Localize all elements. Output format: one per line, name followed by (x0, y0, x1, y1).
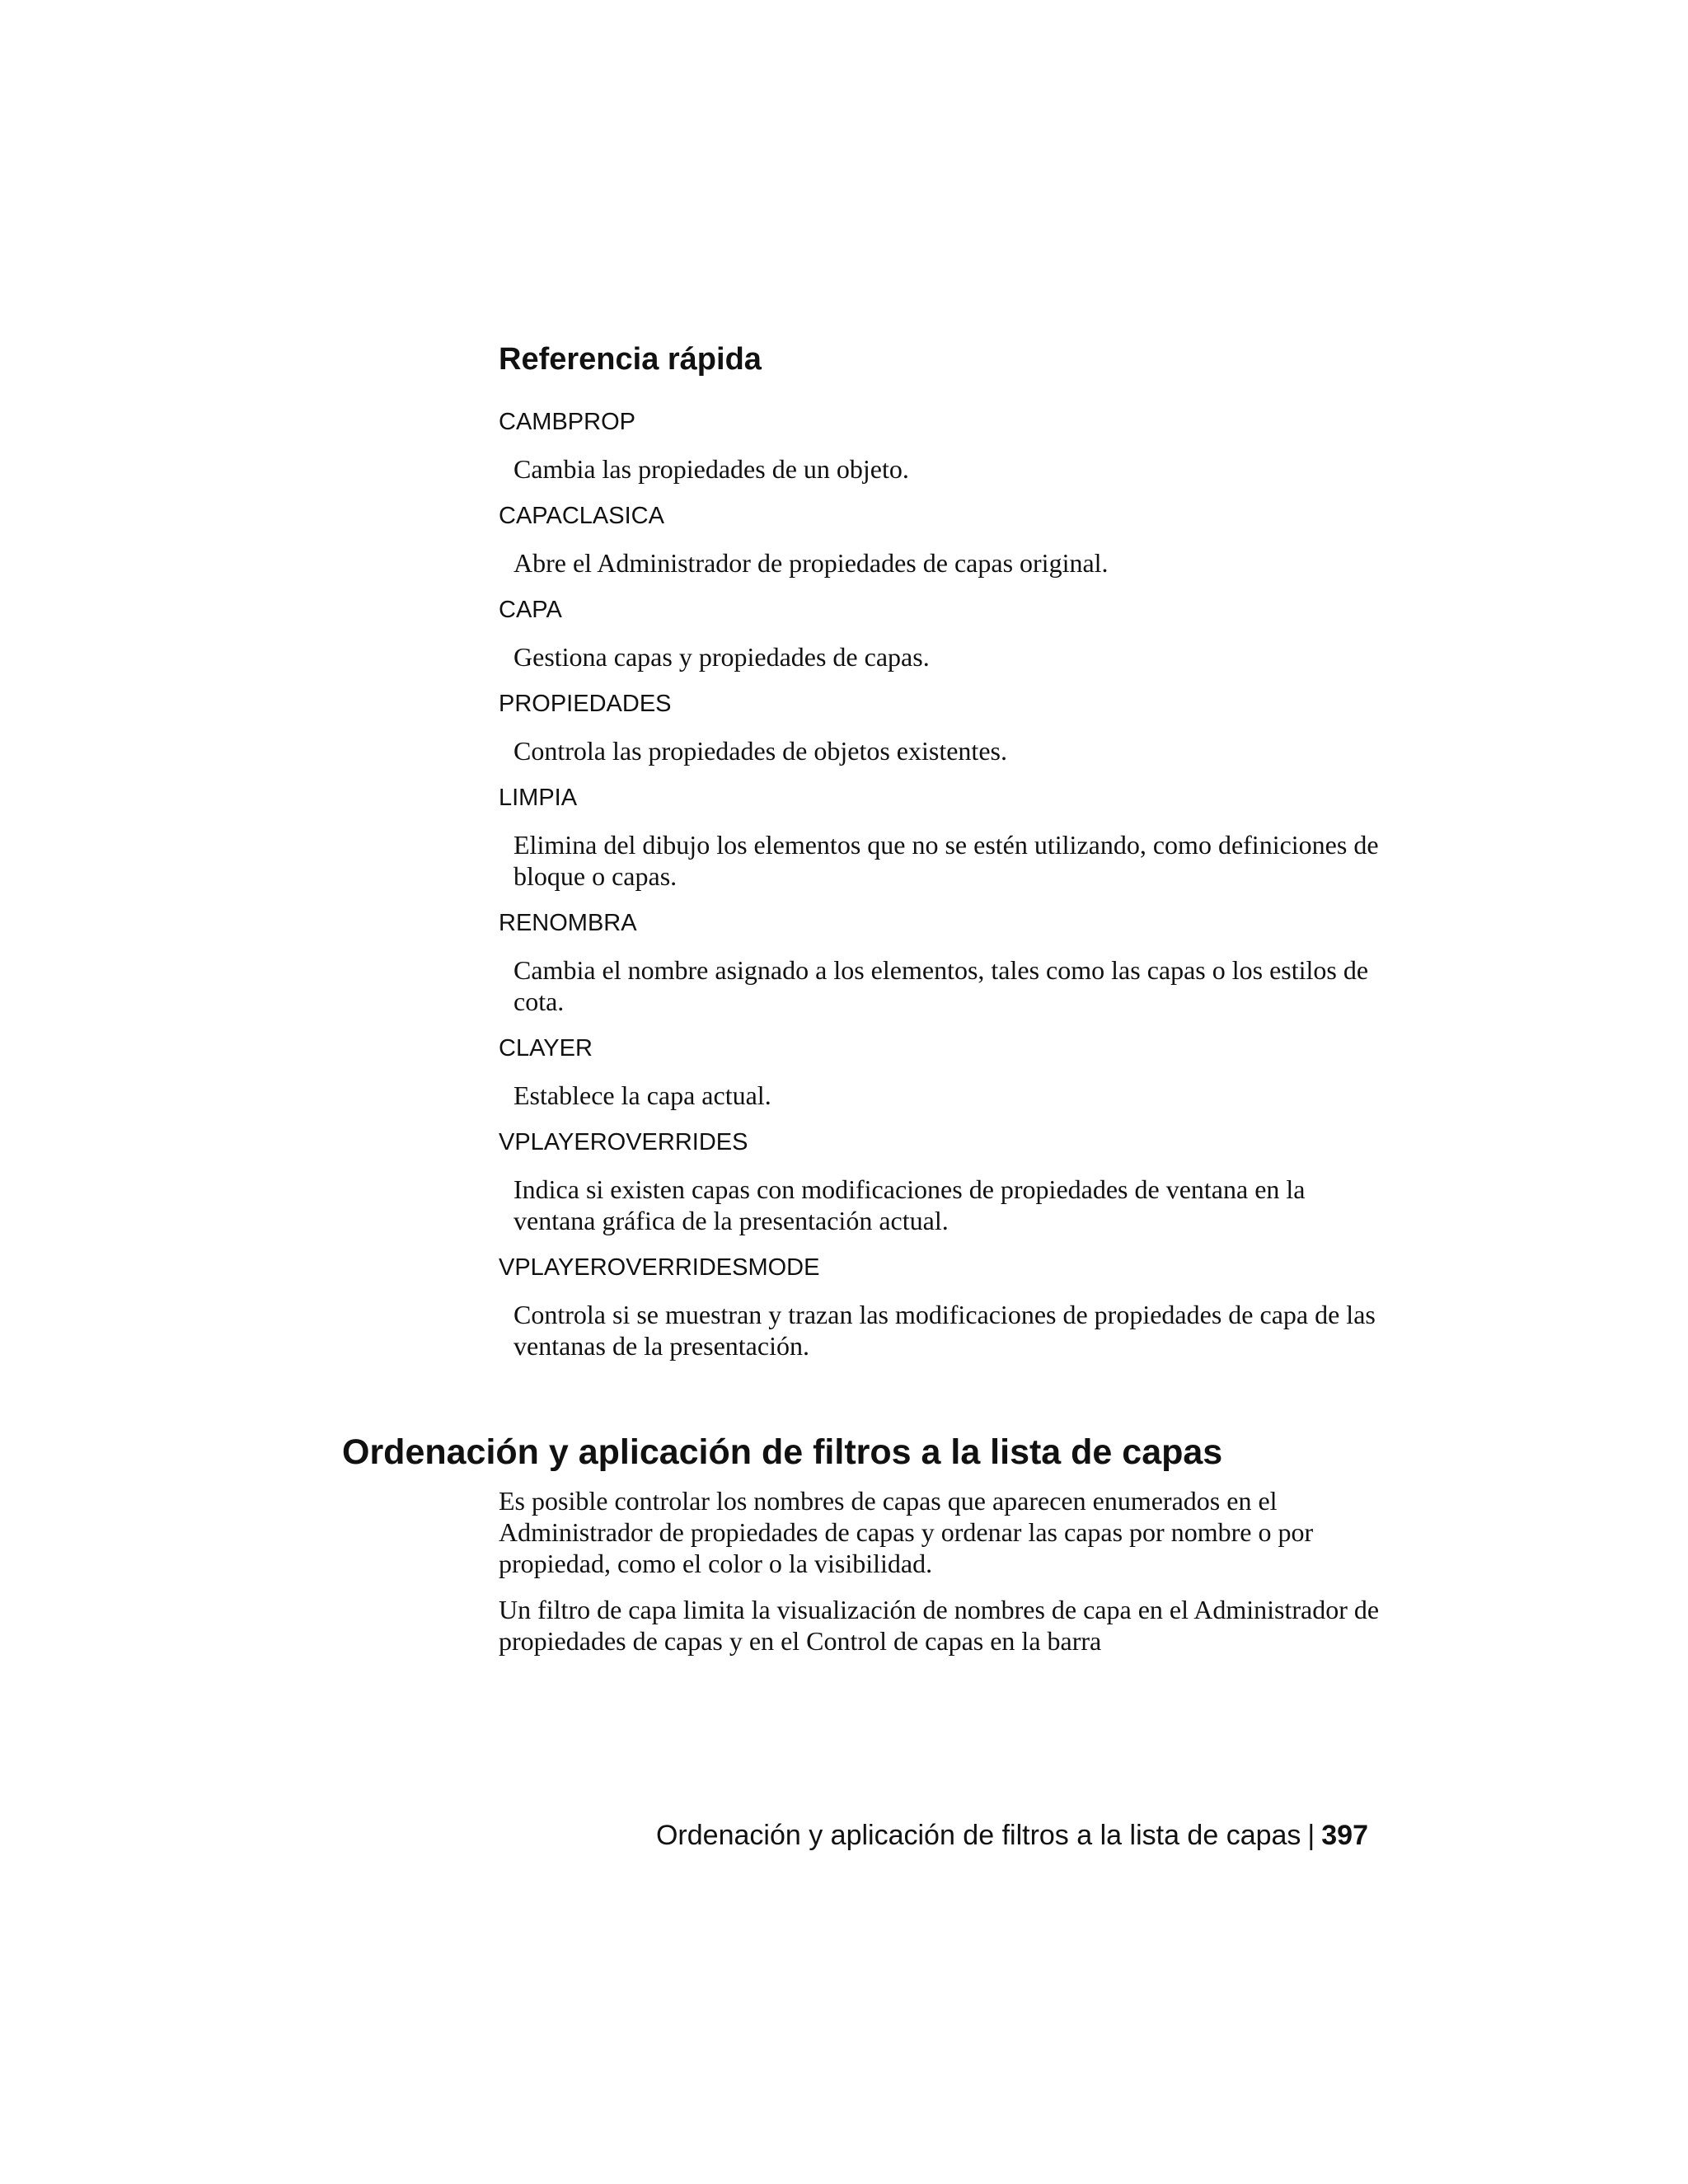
section-body (499, 1485, 1381, 1671)
body-paragraph: Un filtro de capa limita la visualización de nombres de capa en el Administrador de propiedades de capas y en el Control de capas en la barra (499, 1595, 1380, 1656)
sysvar-term: VPLAYEROVERRIDES (499, 1129, 748, 1155)
command-description: Controla las propiedades de objetos existentes. (513, 736, 1007, 766)
command-term: PROPIEDADES (499, 691, 672, 717)
command-description: Cambia las propiedades de un objeto. (513, 454, 909, 484)
command-description: Abre el Administrador de propiedades de capas original. (513, 548, 1109, 578)
sysvar-term: CLAYER (499, 1035, 593, 1062)
command-description: Cambia el nombre asignado a los elementos, tales como las capas o los estilos de cota. (513, 955, 1369, 1016)
quick-reference-section (499, 336, 1381, 1376)
command-term: LIMPIA (499, 785, 578, 811)
quick-reference-heading: Referencia rápida (499, 342, 762, 377)
command-description: Gestiona capas y propiedades de capas. (513, 642, 930, 672)
page-footer (656, 1815, 1368, 1856)
body-paragraph: Es posible controlar los nombres de capas que aparecen enumerados en el Administrador de propiedades de capas y ordenar las capas por nombre o por propiedad, como el color o la visibilidad. (499, 1486, 1314, 1578)
running-title: Ordenación y aplicación de filtros a la lista de capas (655, 1820, 1301, 1851)
command-term: CAPA (499, 597, 562, 623)
section-heading: Ordenación y aplicación de filtros a la lista de capas (342, 1432, 1223, 1472)
command-term: CAMBPROP (499, 409, 635, 435)
quick-reference-list (499, 405, 1381, 1361)
sysvar-description: Controla si se muestran y trazan las modificaciones de propiedades de capa de las ventanas de la presentación. (513, 1300, 1376, 1361)
command-description: Elimina del dibujo los elementos que no se estén utilizando, como definiciones de bloque o capas. (513, 830, 1379, 891)
command-term: RENOMBRA (499, 910, 637, 936)
command-term: CAPACLASICA (499, 503, 664, 529)
sysvar-description: Establece la capa actual. (513, 1080, 771, 1110)
sysvar-term: VPLAYEROVERRIDESMODE (499, 1254, 820, 1281)
footer-separator: | (1307, 1820, 1315, 1851)
page-number: 397 (1321, 1820, 1368, 1851)
sysvar-description: Indica si existen capas con modificaciones de propiedades de ventana en la ventana gráfica de la presentación actual. (513, 1174, 1306, 1235)
